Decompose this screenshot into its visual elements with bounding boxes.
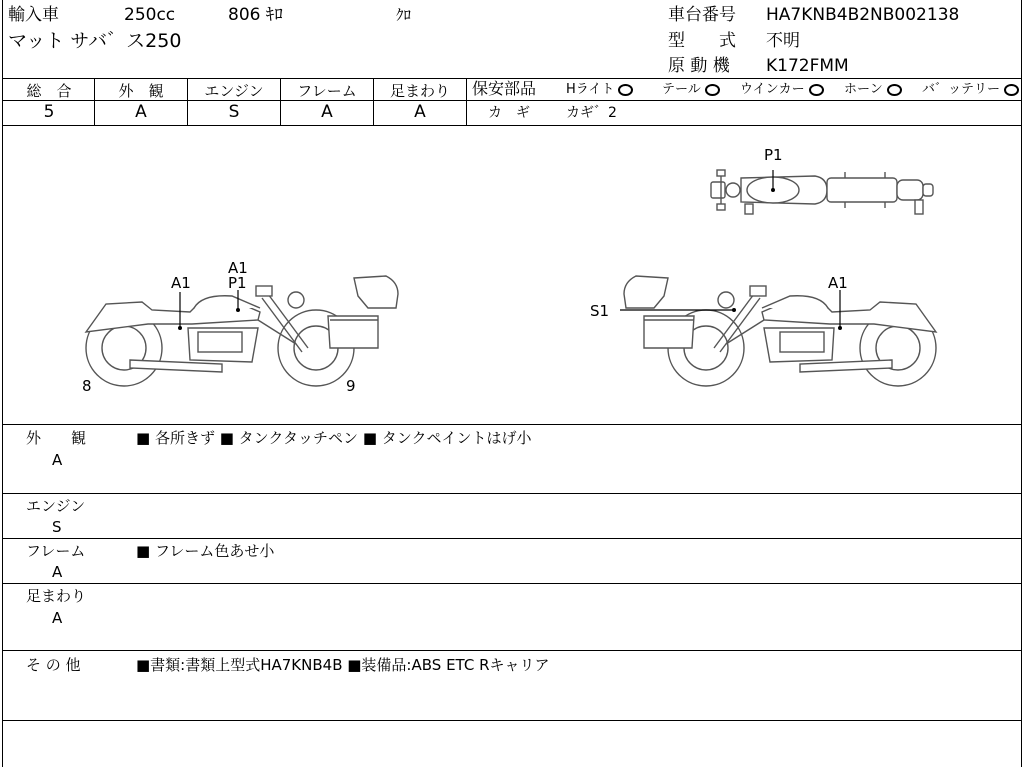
- safety-item-battery: バ゛ッテリー: [922, 81, 1019, 99]
- rule: [2, 493, 1022, 494]
- comment-suspension-label: 足まわり: [26, 587, 87, 605]
- type-label: 型 式: [668, 31, 736, 51]
- comment-frame-text: ■ フレーム色あせ小: [136, 542, 275, 560]
- rule: [2, 650, 1022, 651]
- mark-left-p1: P1: [228, 274, 247, 292]
- motorcycle-top-view: [705, 160, 945, 220]
- overall-label: 総 合: [26, 82, 72, 100]
- displacement: 250cc: [124, 5, 176, 25]
- frame-grade: A: [321, 102, 333, 122]
- rule: [2, 424, 1022, 425]
- chassis-label: 車台番号: [668, 5, 736, 25]
- suspension-grade-label: 足まわり: [389, 82, 450, 100]
- chassis-number: HA7KNB4B2NB002138: [766, 5, 960, 25]
- rule: [2, 720, 1022, 721]
- mileage: 806 ｷﾛ: [228, 5, 283, 25]
- engine-value: K172FMM: [766, 56, 849, 76]
- safety-item-horn: ホーン: [844, 81, 902, 99]
- comment-engine-grade: S: [52, 518, 62, 536]
- comment-engine-label: エンジン: [26, 497, 86, 515]
- ok-mark-icon: [705, 84, 720, 96]
- rule: [2, 583, 1022, 584]
- rule: [2, 538, 1022, 539]
- comment-frame-label: フレーム: [26, 542, 86, 560]
- key-label: カ ギ: [488, 105, 530, 121]
- motorcycle-right-view: [618, 268, 940, 388]
- import-label: 輸入車: [8, 5, 59, 25]
- key-value: カギ゛2: [566, 105, 617, 121]
- ok-mark-icon: [809, 84, 824, 96]
- safety-item-headlight: Hライト: [566, 81, 633, 99]
- safety-item-tail: テール: [662, 81, 720, 99]
- overall-grade: 5: [43, 102, 55, 122]
- mark-left-a1: A1: [171, 274, 191, 292]
- comment-suspension-grade: A: [52, 609, 63, 627]
- ok-mark-icon: [1004, 84, 1019, 96]
- rear-wheel-number: 9: [346, 377, 356, 395]
- model-name: マット サバ゛ス250: [8, 30, 182, 52]
- color: ｸﾛ: [396, 6, 412, 24]
- rule: [466, 78, 467, 125]
- mark-top-p1: P1: [764, 146, 783, 164]
- ok-mark-icon: [618, 84, 633, 96]
- comment-exterior-label: 外 観: [26, 429, 87, 447]
- ok-mark-icon: [887, 84, 902, 96]
- exterior-label: 外 観: [118, 82, 164, 100]
- comment-other-label: そ の 他: [26, 656, 81, 674]
- safety-item-winker: ウインカー: [740, 81, 824, 99]
- comment-exterior-grade: A: [52, 451, 63, 469]
- type-value: 不明: [766, 31, 800, 51]
- mark-left-a1-tank: A1: [228, 259, 248, 277]
- front-wheel-number: 8: [82, 377, 92, 395]
- mark-right-a1: A1: [828, 274, 848, 292]
- comment-other-text: ■書類:書類上型式HA7KNB4B ■装備品:ABS ETC Rキャリア: [136, 656, 550, 674]
- comment-frame-grade: A: [52, 563, 63, 581]
- engine-label: 原 動 機: [668, 56, 730, 76]
- engine-grade-label: エンジン: [204, 82, 264, 100]
- comment-exterior-text: ■ 各所きず ■ タンクタッチペン ■ タンクペイントはげ小: [136, 429, 532, 447]
- rule: [2, 125, 1022, 126]
- engine-grade: S: [228, 102, 240, 122]
- suspension-grade: A: [414, 102, 426, 122]
- safety-label: 保安部品: [472, 79, 537, 98]
- exterior-grade: A: [135, 102, 147, 122]
- mark-right-s1: S1: [590, 302, 610, 320]
- frame-grade-label: フレーム: [297, 82, 357, 100]
